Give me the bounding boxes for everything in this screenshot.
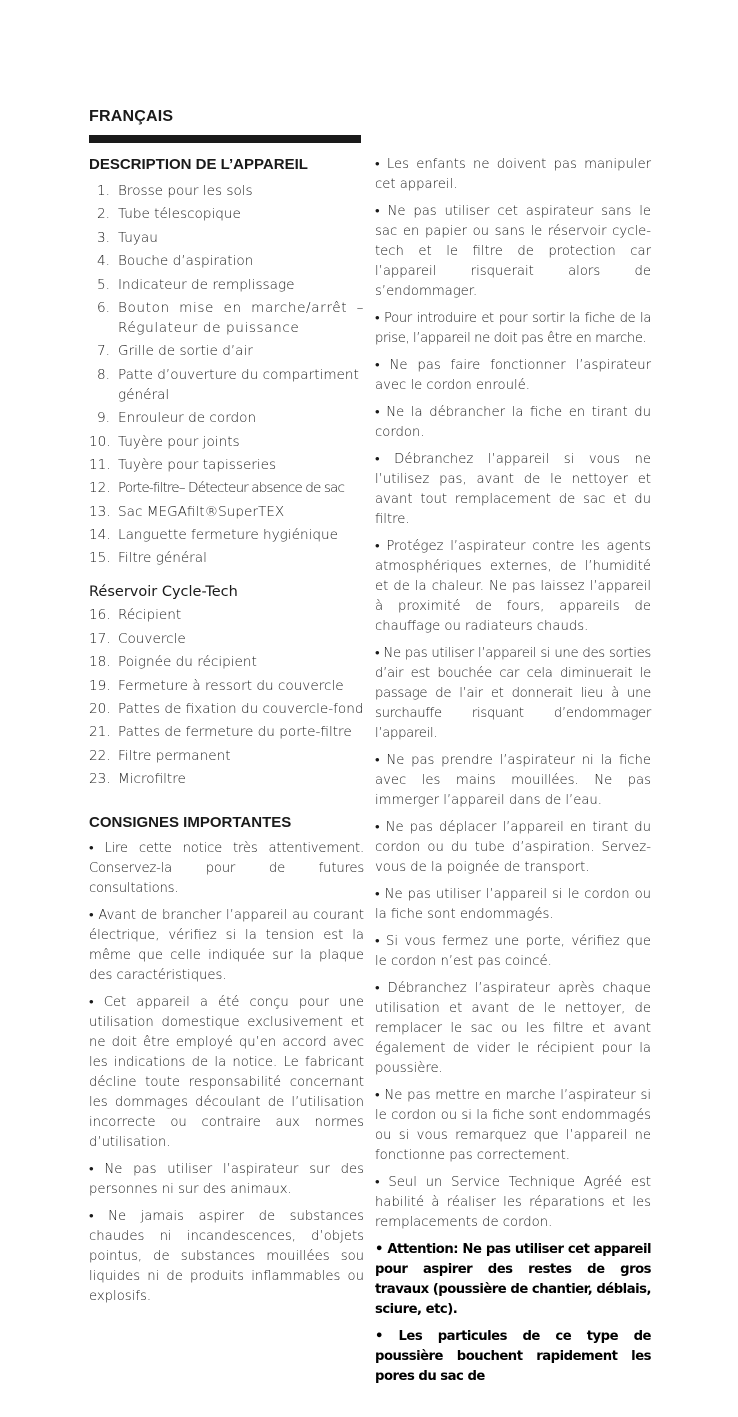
item-text: Bouton mise en marche/arrêt – Régulateur de puissance [118, 299, 364, 336]
attention-paragraph: • Les particules de ce type de poussière bouchent rapidement les pores du sac de [375, 1329, 651, 1384]
description-list [89, 181, 364, 568]
instruction-paragraph: • Ne pas faire fonctionner l’aspirateur avec le cordon enroulé. [375, 358, 651, 393]
item-text: Patte d’ouverture du compartiment général [118, 366, 359, 403]
item-text: Filtre général [118, 550, 207, 567]
list-item [89, 204, 364, 224]
item-number: 15. [89, 550, 111, 567]
list-item [89, 769, 364, 789]
item-text: Tube télescopique [118, 206, 241, 223]
item-text: Poignée du récipient [118, 654, 257, 671]
item-text: Grille de sortie d’air [118, 343, 253, 360]
language-heading: FRANÇAIS [89, 108, 174, 125]
consignes-title: CONSIGNES IMPORTANTES [89, 813, 292, 831]
item-text: Filtre permanent [118, 747, 231, 764]
item-text: Languette fermeture hygiénique [118, 527, 338, 544]
list-item [89, 341, 364, 361]
list-item [89, 228, 364, 248]
instruction-paragraph: • Si vous fermez une porte, vérifiez que le cordon n’est pas coincé. [375, 934, 651, 969]
item-number: 7. [97, 343, 110, 360]
list-item [89, 525, 364, 545]
instruction-paragraph: • Pour introduire et pour sortir la fiche de la prise, l’appareil ne doit pas être en marche. [375, 311, 651, 346]
item-text: Fermeture à ressort du couvercle [118, 677, 344, 694]
item-text: Porte-filtre– Détecteur absence de sac [118, 480, 345, 497]
list-item [89, 676, 364, 696]
left-column [89, 155, 364, 1314]
item-number: 4. [97, 253, 110, 270]
list-item [89, 652, 364, 672]
item-number: 21. [89, 724, 111, 741]
item-text: Sac MEGAfilt®SuperTEX [118, 503, 285, 520]
instruction-paragraph: • Débranchez l’aspirateur après chaque utilisation et avant de le nettoyer, de remplacer le sac ou les filtre et avant également de vider le récipient pour la poussière. [375, 981, 651, 1076]
item-text: Tuyère pour joints [118, 433, 240, 450]
list-item [89, 605, 364, 625]
item-number: 16. [89, 607, 111, 624]
item-text: Indicateur de remplissage [118, 276, 295, 293]
list-item [89, 298, 364, 338]
instruction-paragraph: • Seul un Service Technique Agréé est habilité à réaliser les réparations et les remplacements de cordon. [375, 1175, 651, 1230]
instruction-paragraph: • Protégez l’aspirateur contre les agents atmosphériques externes, de l’humidité et de la chaleur. Ne pas laissez l’appareil à proximité de fours, appareils de chauffage ou radiateurs chauds. [375, 539, 651, 634]
item-text: Brosse pour les sols [118, 183, 253, 199]
item-text: Tuyère pour tapisseries [118, 456, 277, 473]
item-number: 6. [97, 299, 110, 316]
instruction-paragraph: • Ne la débrancher la fiche en tirant du cordon. [375, 405, 651, 440]
item-number: 13. [89, 503, 111, 520]
list-item [89, 722, 364, 742]
list-item [89, 432, 364, 452]
item-number: 14. [89, 527, 111, 544]
list-item [89, 365, 364, 405]
item-number: 22. [89, 747, 111, 764]
item-number: 19. [89, 677, 111, 694]
instruction-paragraph: • Ne pas mettre en marche l’aspirateur si le cordon ou si la fiche sont endommagés ou si vous remarquez que l’appareil ne fonctionne pas correctement. [375, 1088, 651, 1163]
item-number: 20. [89, 701, 111, 718]
item-text: Enrouleur de cordon [118, 410, 257, 427]
spacer [89, 793, 364, 813]
list-item [89, 478, 364, 498]
list-item [89, 502, 364, 522]
list-item [89, 275, 364, 295]
instruction-paragraph: • Lire cette notice très attentivement. Conservez-la pour de futures consultations. [89, 840, 364, 896]
description-title: DESCRIPTION DE L’APPAREIL [89, 156, 308, 173]
item-text: Pattes de fermeture du porte-filtre [118, 724, 352, 741]
attention-paragraph: • Attention: Ne pas utiliser cet appareil pour aspirer des restes de gros travaux (poussière de chantier, déblais, sciure, etc). [375, 1242, 651, 1317]
instruction-paragraph: • Ne pas utiliser cet aspirateur sans le sac en papier ou sans le réservoir cycle-tech et le filtre de protection car l’appareil risquerait alors de s’endommager. [375, 204, 651, 299]
instruction-paragraph: • Ne pas utiliser l’appareil si une des sorties d’air est bouchée car cela diminuerait le passage de l’air et donnerait lieu à une surchauffe risquant d’endommager l’appareil. [375, 646, 651, 741]
instruction-paragraph: • Débranchez l’appareil si vous ne l’utilisez pas, avant de le nettoyer et avant tout remplacement de sac et du filtre. [375, 452, 651, 527]
item-number: 2. [97, 206, 110, 223]
item-number: 23. [89, 771, 111, 788]
item-text: Pattes de fixation du couvercle-fond [118, 701, 364, 718]
item-number: 12. [89, 480, 111, 497]
list-item [89, 251, 364, 271]
item-number: 18. [89, 654, 111, 671]
instruction-paragraph: • Cet appareil a été conçu pour une utilisation domestique exclusivement et ne doit être employé qu’en accord avec les indications de la notice. Le fabricant décline toute responsabilité concernant les dommages découlant de l’utilisation incorrecte ou contraire aux normes d’utilisation. [89, 994, 364, 1150]
instruction-paragraph: • Ne pas déplacer l’appareil en tirant du cordon ou du tube d’aspiration. Servez-vous de la poignée de transport. [375, 820, 651, 875]
list-item [89, 746, 364, 766]
right-column [375, 155, 651, 1394]
item-text: Récipient [118, 607, 182, 624]
heading-rule [89, 135, 361, 143]
item-number: 11. [89, 456, 111, 473]
item-number: 8. [97, 366, 110, 383]
item-number: 1. [97, 183, 110, 199]
item-number: 9. [97, 410, 110, 427]
instruction-paragraph: • Avant de brancher l’appareil au courant électrique, vérifiez si la tension est la même que celle indiquée sur la plaque des caractéristiques. [89, 907, 364, 983]
item-text: Microfiltre [118, 771, 186, 788]
instruction-paragraph: • Ne pas prendre l’aspirateur ni la fiche avec les mains mouillées. Ne pas immerger l’appareil dans de l’eau. [375, 753, 651, 808]
list-item [89, 699, 364, 719]
instruction-paragraph: • Les enfants ne doivent pas manipuler cet appareil. [375, 157, 651, 192]
cycle-tech-title: Réservoir Cycle-Tech [89, 584, 238, 601]
item-text: Couvercle [118, 630, 186, 647]
instruction-paragraph: • Ne pas utiliser l’aspirateur sur des personnes ni sur des animaux. [89, 1161, 364, 1197]
cycle-tech-list [89, 605, 364, 789]
item-number: 17. [89, 630, 111, 647]
list-item [89, 548, 364, 568]
item-number: 10. [89, 433, 111, 450]
item-number: 5. [97, 276, 110, 293]
instruction-paragraph: • Ne pas utiliser l’appareil si le cordon ou la fiche sont endommagés. [375, 887, 651, 922]
list-item [89, 408, 364, 428]
instruction-paragraph: • Ne jamais aspirer de substances chaudes ni incandescences, d’objets pointus, de substances mouillées sou liquides ni de produits inflammables ou explosifs. [89, 1208, 364, 1304]
list-item [89, 181, 364, 201]
item-number: 3. [97, 229, 110, 246]
item-text: Bouche d’aspiration [118, 253, 254, 270]
list-item [89, 629, 364, 649]
item-text: Tuyau [118, 229, 158, 246]
list-item [89, 455, 364, 475]
